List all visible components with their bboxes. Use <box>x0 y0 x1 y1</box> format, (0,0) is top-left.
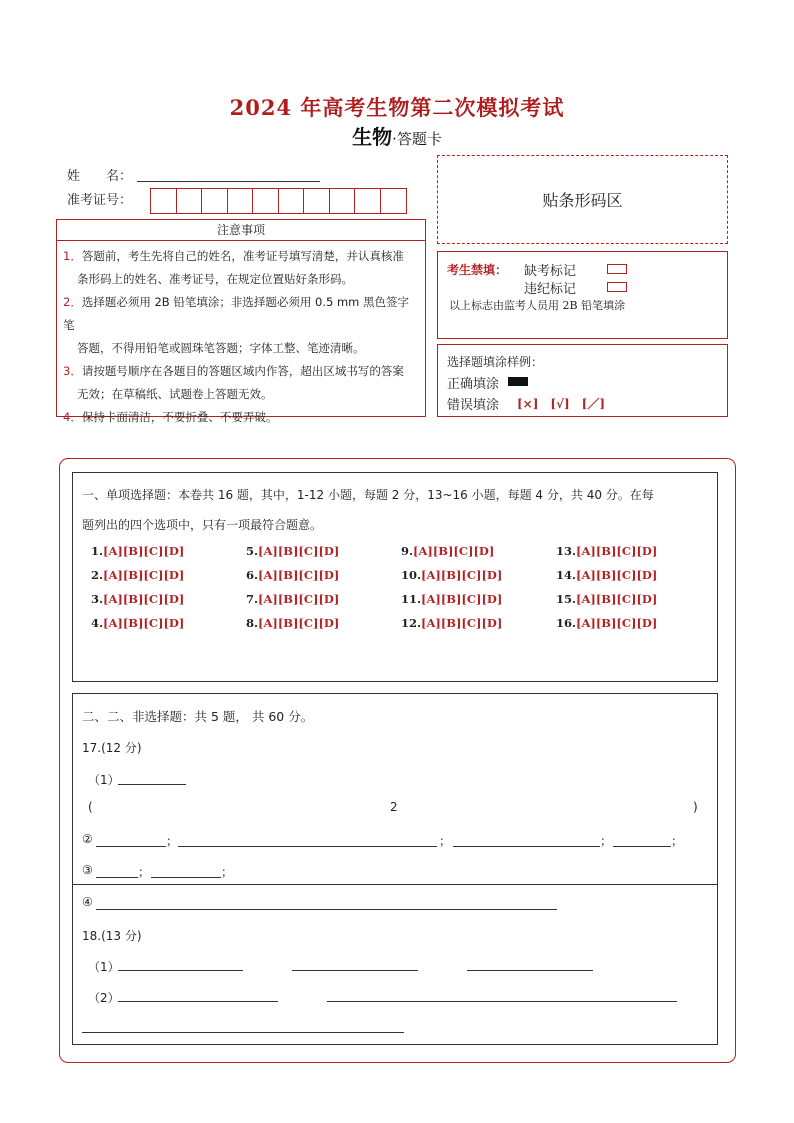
paren-number: 2 <box>390 800 398 814</box>
choice-question[interactable]: 15.[A][B][C][D] <box>556 592 658 606</box>
violation-mark-box[interactable] <box>607 282 627 292</box>
answer-line[interactable] <box>467 970 593 971</box>
question-18-title: 18.(13 分) <box>82 929 142 943</box>
correct-fill-label: 正确填涂 <box>447 377 500 392</box>
section1-instruction: 一、单项选择题：本卷共 16 题，其中，1-12 小题，每题 2 分，13~16 小题，每题 4 分，共 40 分。在每 <box>82 488 654 502</box>
notice-line: 条形码上的姓名、准考证号，在规定位置贴好条形码。 <box>77 272 353 286</box>
choice-question[interactable]: 7.[A][B][C][D] <box>246 592 340 606</box>
q18-part1-label: （1） <box>88 960 120 974</box>
notice-line: 无效；在草稿纸、试题卷上答题无效。 <box>77 387 273 401</box>
exam-id-cell[interactable] <box>381 189 407 213</box>
exam-title: 2024 年高考生物第二次模拟考试 <box>229 95 565 120</box>
section-open-answer <box>72 693 718 1045</box>
choice-question[interactable]: 2.[A][B][C][D] <box>91 568 185 582</box>
answer-line[interactable] <box>96 909 557 910</box>
absent-label: 缺考标记 <box>524 264 577 279</box>
violation-label: 违纪标记 <box>524 282 577 297</box>
name-field[interactable] <box>137 180 320 182</box>
subject-title <box>0 121 794 150</box>
exam-id-cell[interactable] <box>151 189 177 213</box>
answer-line[interactable] <box>118 970 243 971</box>
choice-question[interactable]: 8.[A][B][C][D] <box>246 616 340 630</box>
choice-question[interactable]: 14.[A][B][C][D] <box>556 568 658 582</box>
examinee-forbidden-box <box>437 251 728 339</box>
notice-num: 1． <box>63 249 82 263</box>
exam-id-cell[interactable] <box>279 189 305 213</box>
exam-id-cell[interactable] <box>304 189 330 213</box>
answer-line[interactable] <box>82 1032 404 1033</box>
notice-item <box>63 245 419 291</box>
choice-question[interactable]: 9.[A][B][C][D] <box>401 544 495 558</box>
exam-id-cell[interactable] <box>355 189 381 213</box>
exam-id-label: 准考证号： <box>67 193 133 208</box>
choice-question[interactable]: 11.[A][B][C][D] <box>401 592 503 606</box>
semicolon: ； <box>671 834 684 848</box>
circle-3-label: ③ <box>82 863 93 877</box>
q17-part1-label: （1） <box>88 773 120 787</box>
wrong-fill-marks: [×] [√] [／] <box>517 397 606 411</box>
choice-question[interactable]: 1.[A][B][C][D] <box>91 544 185 558</box>
exam-id-cell[interactable] <box>228 189 254 213</box>
notice-line: 答题前，考生先将自己的姓名，准考证号填写清楚，并认真核准 <box>81 249 404 263</box>
answer-line[interactable] <box>613 846 671 847</box>
section1-instruction: 题列出的四个选项中，只有一项最符合题意。 <box>82 518 323 532</box>
q18-part2-label: （2） <box>88 991 120 1005</box>
exam-id-cell[interactable] <box>253 189 279 213</box>
semicolon: ； <box>600 834 613 848</box>
name-label: 姓 名： <box>67 169 133 184</box>
exam-id-cell[interactable] <box>177 189 203 213</box>
semicolon: ； <box>166 834 179 848</box>
answer-line[interactable] <box>96 877 138 878</box>
notice-item <box>63 406 419 429</box>
exam-id-cell[interactable] <box>202 189 228 213</box>
semicolon: ； <box>221 865 234 879</box>
forbidden-label: 考生禁填： <box>447 263 508 277</box>
choice-question[interactable]: 5.[A][B][C][D] <box>246 544 340 558</box>
choice-question[interactable]: 3.[A][B][C][D] <box>91 592 185 606</box>
paren-open: ( <box>88 800 93 814</box>
semicolon: ； <box>439 834 452 848</box>
forbidden-note: 以上标志由监考人员用 2B 铅笔填涂 <box>449 299 626 312</box>
notice-item <box>63 360 419 406</box>
semicolon: ； <box>138 865 151 879</box>
notice-item <box>63 291 419 360</box>
exam-id-boxes[interactable] <box>150 188 407 214</box>
notice-num: 2． <box>63 295 82 309</box>
choice-question[interactable]: 4.[A][B][C][D] <box>91 616 185 630</box>
barcode-label: 贴条形码区 <box>542 191 623 210</box>
circle-2-label: ② <box>82 832 93 846</box>
choice-question[interactable]: 12.[A][B][C][D] <box>401 616 503 630</box>
barcode-area <box>437 155 728 244</box>
choice-question[interactable]: 10.[A][B][C][D] <box>401 568 503 582</box>
notice-num: 4． <box>63 410 82 424</box>
fill-sample-title: 选择题填涂样例： <box>447 355 544 369</box>
section2-heading: 二、二、非选择题：共 5 题， 共 60 分。 <box>82 709 314 724</box>
notice-line: 请按题号顺序在各题目的答题区域内作答，超出区域书写的答案 <box>81 364 404 378</box>
absent-mark-box[interactable] <box>607 264 627 274</box>
choice-question[interactable]: 6.[A][B][C][D] <box>246 568 340 582</box>
answer-line[interactable] <box>292 970 418 971</box>
paren-close: ) <box>693 800 698 814</box>
wrong-fill-label: 错误填涂 <box>447 398 500 413</box>
notice-line: 保持卡面清洁，不要折叠、不要弄破。 <box>81 410 278 424</box>
answer-line[interactable] <box>151 877 221 878</box>
answer-line[interactable] <box>118 1001 278 1002</box>
answer-line[interactable] <box>453 846 600 847</box>
exam-id-cell[interactable] <box>330 189 356 213</box>
answer-line[interactable] <box>96 846 166 847</box>
notice-line: 答题，不得用铅笔或圆珠笔答题；字体工整、笔迹清晰。 <box>77 341 365 355</box>
choice-question[interactable]: 16.[A][B][C][D] <box>556 616 658 630</box>
notice-line: 选择题必须用 2B 铅笔填涂；非选择题必须用 0.5 mm 黑色签字笔 <box>63 295 410 332</box>
subject-name: 生物 <box>352 125 393 149</box>
card-label: ·答题卡 <box>392 130 442 148</box>
correct-fill-mark <box>508 377 528 386</box>
notice-num: 3． <box>63 364 82 378</box>
notice-box <box>56 241 426 424</box>
answer-line[interactable] <box>178 846 437 847</box>
answer-line[interactable] <box>327 1001 677 1002</box>
answer-line[interactable] <box>118 784 186 785</box>
fill-sample-box <box>437 344 728 417</box>
notice-heading: 注意事项 <box>56 219 426 241</box>
question-17-title: 17.(12 分) <box>82 741 142 755</box>
section-divider <box>72 884 718 885</box>
circle-4-label: ④ <box>82 895 93 909</box>
choice-question[interactable]: 13.[A][B][C][D] <box>556 544 658 558</box>
